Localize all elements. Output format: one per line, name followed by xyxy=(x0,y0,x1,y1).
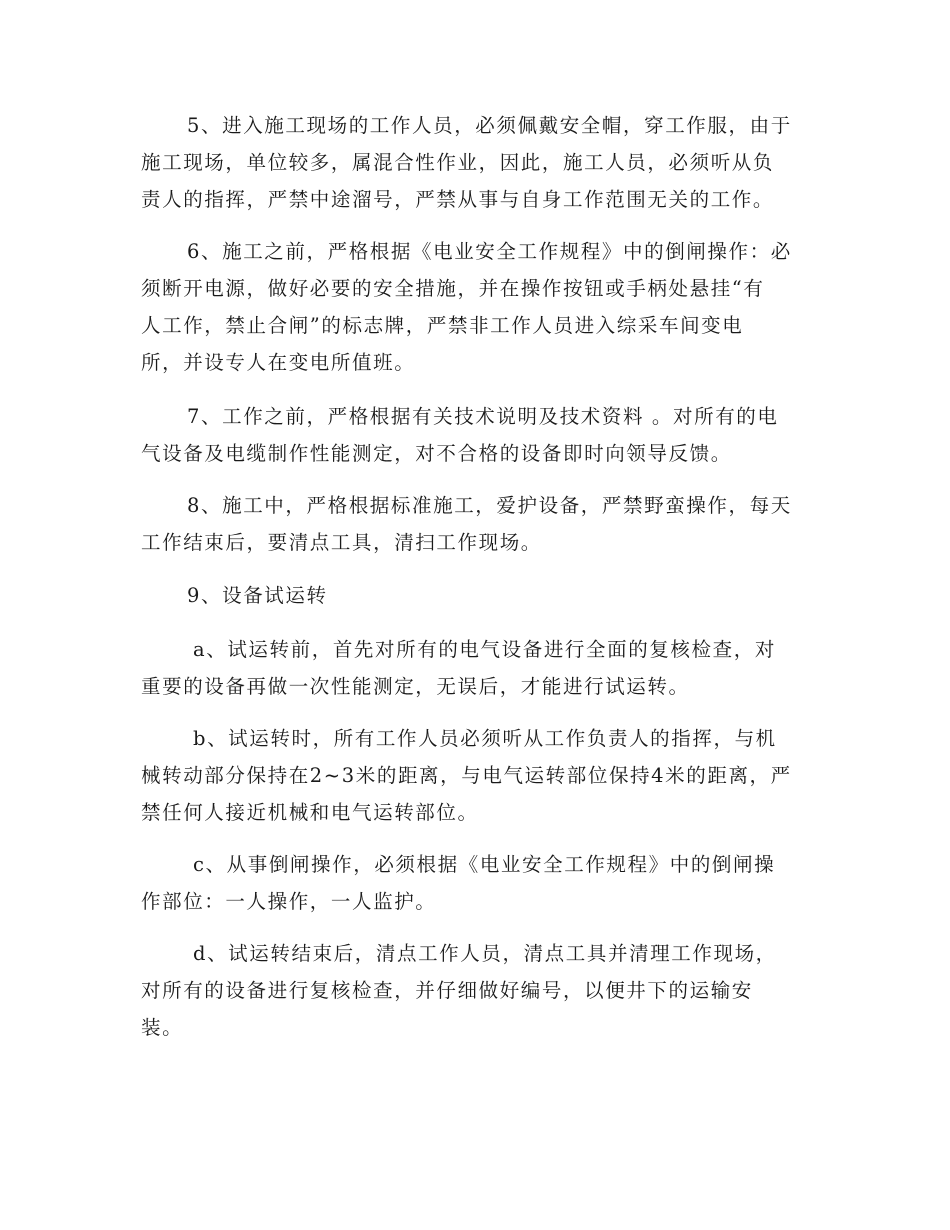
text-line: 对所有的设备进行复核检查，并仔细做好编号，以便井下的运输安 xyxy=(141,979,753,1002)
text-line: 责人的指挥，严禁中途溜号，严禁从事与自身工作范围无关的工作。 xyxy=(141,188,775,211)
text-line: 气设备及电缆制作性能测定，对不合格的设备即时向领导反馈。 xyxy=(141,442,732,465)
text-line: b、试运转时，所有工作人员必须听从工作负责人的指挥，与机 xyxy=(193,727,777,750)
text-line: 作部位：一人操作，一人监护。 xyxy=(141,890,437,913)
text-line: 7、工作之前，严格根据有关技术说明及技术资料 。对所有的电 xyxy=(187,405,779,428)
text-line: 工作结束后，要清点工具，清扫工作现场。 xyxy=(141,531,542,554)
text-line: 6、施工之前，严格根据《电业安全工作规程》中的倒闸操作：必 xyxy=(187,240,792,263)
text-line: c、从事倒闸操作，必须根据《电业安全工作规程》中的倒闸操 xyxy=(193,853,776,876)
text-line: a、试运转前，首先对所有的电气设备进行全面的复核检查，对 xyxy=(193,638,776,661)
text-line: d、试运转结束后，清点工作人员，清点工具并清理工作现场， xyxy=(193,942,777,965)
text-line: 人工作，禁止合闸”的标志牌，严禁非工作人员进入综采车间变电 xyxy=(141,314,744,337)
text-line: 重要的设备再做一次性能测定，无误后，才能进行试运转。 xyxy=(141,675,690,698)
text-line: 8、施工中，严格根据标准施工，爱护设备，严禁野蛮操作，每天 xyxy=(187,494,792,517)
text-line: 施工现场，单位较多，属混合性作业，因此，施工人员，必须听从负 xyxy=(141,151,775,174)
text-line: 械转动部分保持在2~3米的距离，与电气运转部位保持4米的距离，严 xyxy=(141,764,792,787)
section-heading: 9、设备试运转 xyxy=(187,584,328,607)
text-line: 5、进入施工现场的工作人员，必须佩戴安全帽，穿工作服，由于 xyxy=(187,114,792,137)
text-line: 禁任何人接近机械和电气运转部位。 xyxy=(141,801,479,824)
text-line: 须断开电源，做好必要的安全措施，并在操作按钮或手柄处悬挂“有 xyxy=(141,277,765,300)
text-line: 装。 xyxy=(141,1016,184,1039)
text-line: 所，并设专人在变电所值班。 xyxy=(141,351,416,374)
